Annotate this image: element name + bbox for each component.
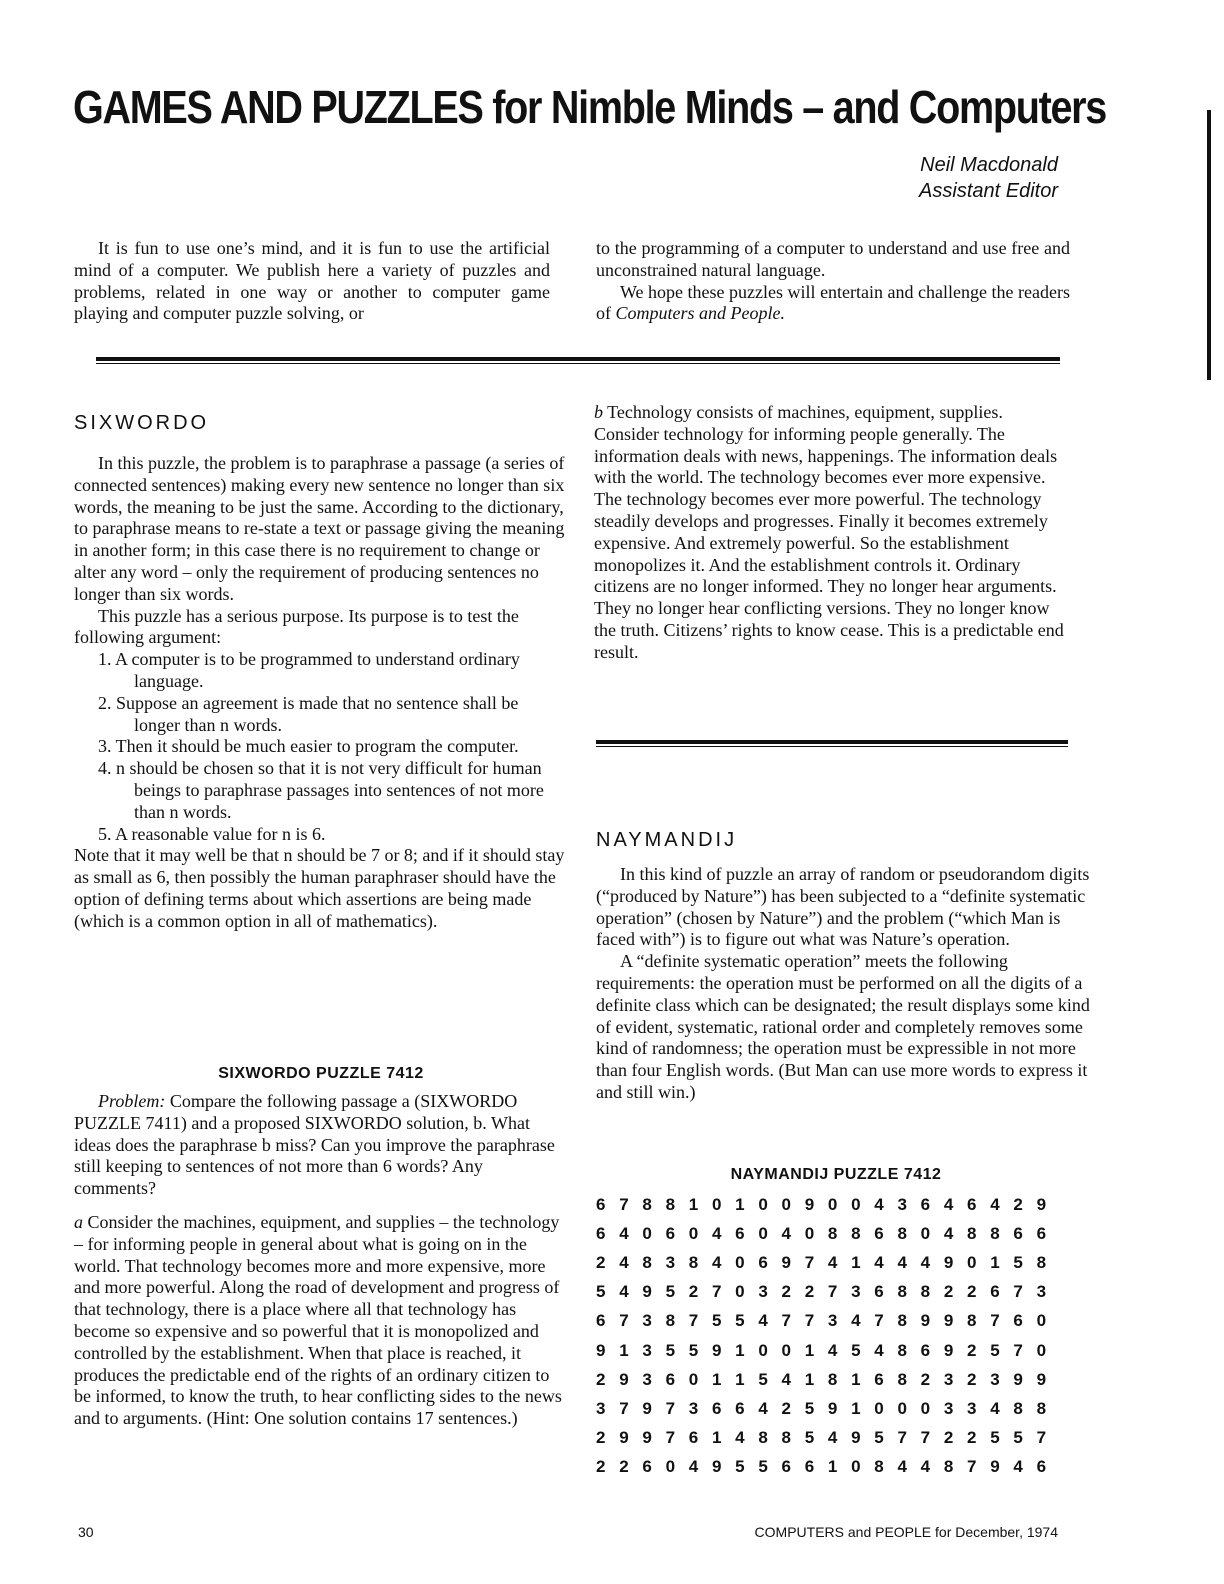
publication-footer: COMPUTERS and PEOPLE for December, 1974 [754, 1524, 1058, 1540]
digit-row [596, 1365, 1060, 1394]
digit-cell: 0 [711, 1194, 722, 1214]
digit-cell: 4 [874, 1252, 884, 1272]
digit-cell: 5 [804, 1398, 815, 1418]
naymandij-paragraph-2: A “definite systematic operation” meets the following requirements: the operation must be performed on all the digits of a definite class which can be designated; the result displays some kind of evident, systematic, rational order and completely removes some kind of randomness; the operation must be expressible in not more than four English words. (But Man can use more words to express it and still win.) [596, 951, 1090, 1102]
digit-cell: 5 [990, 1340, 1000, 1360]
digit-row [596, 1424, 1060, 1453]
digit-cell: 8 [897, 1311, 907, 1331]
digit-cell: 7 [1036, 1428, 1047, 1448]
digit-cell: 5 [665, 1340, 676, 1360]
digit-cell: 2 [943, 1282, 954, 1302]
digit-cell: 4 [920, 1252, 931, 1272]
digit-cell: 3 [688, 1398, 699, 1418]
digit-cell: 2 [804, 1282, 815, 1302]
digit-cell: 8 [897, 1282, 907, 1302]
digit-cell: 3 [642, 1369, 652, 1389]
naymandij-puzzle-section [596, 1166, 1076, 1482]
digit-cell: 4 [990, 1398, 1000, 1418]
intro-left [74, 238, 550, 325]
digit-cell: 9 [1013, 1369, 1023, 1389]
digit-cell: 7 [920, 1428, 931, 1448]
sixwordo-paragraph-2: This puzzle has a serious purpose. Its purpose is to test the following argument: [74, 605, 519, 648]
intro-paragraph-1: It is fun to use one’s mind, and it is fun to use the artificial mind of a computer. We publish here a variety of puzzles and problems, related in one way or another to computer game playing and computer puzzle solving, or [74, 238, 550, 324]
digit-cell: 5 [758, 1369, 768, 1389]
digit-cell: 7 [804, 1311, 815, 1331]
argument-item: 1. A computer is to be programmed to understand ordinary language. [98, 649, 520, 691]
digit-cell: 9 [711, 1457, 722, 1477]
digit-cell: 0 [851, 1194, 861, 1214]
digit-cell: 8 [1036, 1398, 1047, 1418]
digit-cell: 0 [1036, 1340, 1047, 1360]
digit-cell: 0 [804, 1223, 815, 1243]
digit-cell: 5 [804, 1428, 815, 1448]
digit-cell: 9 [1036, 1194, 1047, 1214]
sixwordo-heading: SIXWORDO [74, 412, 210, 434]
digit-cell: 7 [619, 1311, 629, 1331]
digit-cell: 6 [758, 1252, 768, 1272]
digit-grid [596, 1190, 1060, 1482]
digit-cell: 2 [967, 1340, 977, 1360]
digit-cell: 5 [851, 1340, 861, 1360]
argument-item: 4. n should be chosen so that it is not very difficult for human beings to paraphrase passages into sentences of not more than n words. [98, 758, 544, 822]
digit-cell: 8 [781, 1428, 791, 1448]
argument-item: 5. A reasonable value for n is 6. [98, 823, 326, 844]
digit-cell: 6 [874, 1369, 884, 1389]
digit-cell: 9 [804, 1194, 815, 1214]
digit-cell: 6 [1013, 1223, 1023, 1243]
author-role: Assistant Editor [919, 180, 1058, 202]
digit-cell: 4 [943, 1223, 954, 1243]
digit-cell: 0 [735, 1282, 745, 1302]
passage-a-text: Consider the machines, equipment, and supplies – the technology – for informing people in general about what is going on in the world. That technology becomes more and more expensive, more and more powerful. Along the road of development and progress of that technology, there is a place where all that technology has become so expensive and so powerful that it is monopolized and controlled by the establishment. When that place is reached, it produces the predictable end of the rights of an ordinary citizen to be informed, to know the truth, to hear conflicting sides to the news and to arguments. (Hint: One solution contains 17 sentences.) [74, 1211, 562, 1429]
digit-cell: 3 [990, 1369, 1000, 1389]
digit-cell: 0 [920, 1223, 931, 1243]
naymandij-heading: NAYMANDIJ [596, 829, 738, 851]
digit-cell: 5 [1013, 1428, 1023, 1448]
digit-cell: 4 [688, 1457, 699, 1477]
digit-cell: 0 [758, 1223, 768, 1243]
digit-cell: 7 [827, 1282, 838, 1302]
digit-row [596, 1219, 1060, 1248]
digit-cell: 4 [874, 1194, 884, 1214]
digit-cell: 2 [781, 1398, 791, 1418]
digit-row [596, 1278, 1060, 1307]
byline [919, 152, 1058, 204]
digit-cell: 4 [897, 1457, 907, 1477]
digit-cell: 6 [665, 1369, 676, 1389]
digit-cell: 7 [1013, 1282, 1023, 1302]
digit-cell: 7 [990, 1311, 1000, 1331]
digit-cell: 6 [874, 1282, 884, 1302]
digit-cell: 6 [688, 1428, 699, 1448]
digit-cell: 7 [874, 1311, 884, 1331]
digit-cell: 0 [758, 1194, 768, 1214]
digit-cell: 4 [874, 1340, 884, 1360]
argument-item: 2. Suppose an agreement is made that no sentence shall be longer than n words. [98, 692, 519, 735]
digit-cell: 9 [943, 1340, 954, 1360]
digit-cell: 1 [804, 1369, 815, 1389]
passage-a [74, 1212, 568, 1430]
digit-cell: 1 [851, 1252, 861, 1272]
digit-row [596, 1248, 1060, 1277]
digit-cell: 8 [665, 1311, 676, 1331]
digit-cell: 4 [990, 1194, 1000, 1214]
digit-cell: 1 [711, 1369, 722, 1389]
digit-cell: 7 [967, 1457, 977, 1477]
column-divider [596, 740, 1068, 747]
digit-cell: 1 [735, 1340, 745, 1360]
digit-cell: 9 [943, 1252, 954, 1272]
digit-cell: 0 [735, 1252, 745, 1272]
digit-cell: 9 [851, 1428, 861, 1448]
digit-cell: 9 [596, 1340, 606, 1360]
digit-cell: 4 [920, 1457, 931, 1477]
digit-cell: 2 [967, 1428, 977, 1448]
digit-cell: 9 [711, 1340, 722, 1360]
intro-text: We hope these puzzles will entertain and challenge the readers of [596, 281, 1070, 324]
digit-cell: 6 [967, 1194, 977, 1214]
digit-cell: 3 [943, 1369, 954, 1389]
digit-cell: 5 [665, 1282, 676, 1302]
digit-cell: 3 [943, 1398, 954, 1418]
passage-b [594, 402, 1070, 664]
digit-cell: 7 [619, 1398, 629, 1418]
digit-cell: 2 [967, 1282, 977, 1302]
digit-cell: 2 [1013, 1194, 1023, 1214]
section-divider [96, 357, 1060, 364]
digit-cell: 0 [874, 1398, 884, 1418]
digit-cell: 5 [688, 1340, 699, 1360]
digit-cell: 4 [735, 1428, 745, 1448]
digit-cell: 0 [688, 1223, 699, 1243]
sixwordo-paragraph-1: In this puzzle, the problem is to paraphrase a passage (a series of connected sentences) making every new sentence no longer than six words, the meaning to be just the same. According to the dictionary, to paraphrase means to re-state a text or passage giving the meaning in another form; in this case there is no requirement to change or alter any word – only the requirement of producing sentences no longer than six words. [74, 453, 565, 604]
page-title: GAMES AND PUZZLES for Nimble Minds – and Computers [73, 81, 1107, 133]
digit-cell: 3 [827, 1311, 838, 1331]
digit-cell: 4 [758, 1398, 768, 1418]
argument-item: 3. Then it should be much easier to program the computer. [98, 736, 519, 757]
digit-cell: 6 [735, 1398, 745, 1418]
digit-cell: 9 [990, 1457, 1000, 1477]
digit-cell: 2 [596, 1457, 606, 1477]
digit-cell: 4 [711, 1223, 722, 1243]
argument-list [74, 649, 568, 845]
digit-cell: 7 [1013, 1340, 1023, 1360]
digit-cell: 6 [920, 1340, 931, 1360]
digit-cell: 6 [781, 1457, 791, 1477]
author-name: Neil Macdonald [920, 154, 1058, 176]
digit-cell: 3 [897, 1194, 907, 1214]
digit-cell: 0 [781, 1194, 791, 1214]
digit-cell: 8 [990, 1223, 1000, 1243]
digit-cell: 6 [990, 1282, 1000, 1302]
digit-cell: 3 [642, 1340, 652, 1360]
digit-cell: 6 [874, 1223, 884, 1243]
digit-cell: 0 [688, 1369, 699, 1389]
digit-cell: 6 [711, 1398, 722, 1418]
digit-cell: 8 [920, 1282, 931, 1302]
digit-cell: 0 [967, 1252, 977, 1272]
digit-cell: 8 [665, 1194, 676, 1214]
passage-a-label: a [74, 1211, 83, 1232]
digit-cell: 6 [596, 1194, 606, 1214]
digit-row [596, 1190, 1060, 1219]
digit-cell: 2 [596, 1252, 606, 1272]
digit-cell: 8 [943, 1457, 954, 1477]
digit-cell: 4 [827, 1428, 838, 1448]
digit-cell: 5 [735, 1311, 745, 1331]
magazine-name: Computers and People. [615, 303, 785, 324]
digit-cell: 8 [967, 1223, 977, 1243]
problem-text: Compare the following passage a (SIXWORDO PUZZLE 7411) and a proposed SIXWORDO solution, b. What ideas does the paraphrase b miss? Can you improve the paraphrase still keeping to sentences of not more than 6 words? Any comments? [74, 1091, 555, 1199]
sixwordo-puzzle-section [74, 1065, 568, 1430]
digit-cell: 9 [1036, 1369, 1047, 1389]
naymandij-paragraph-1: In this kind of puzzle an array of random or pseudorandom digits (“produced by Nature”) has been subjected to a “definite systematic operation” (chosen by Nature”) and the problem (“which Man is faced with”) is to figure out what was Nature’s operation. [596, 864, 1090, 950]
digit-cell: 2 [943, 1428, 954, 1448]
sixwordo-puzzle-heading: SIXWORDO PUZZLE 7412 [218, 1065, 424, 1082]
digit-cell: 8 [851, 1223, 861, 1243]
digit-cell: 1 [711, 1428, 722, 1448]
digit-cell: 4 [711, 1252, 722, 1272]
digit-cell: 5 [1013, 1252, 1023, 1272]
digit-cell: 7 [619, 1194, 629, 1214]
digit-cell: 5 [596, 1282, 606, 1302]
digit-cell: 9 [619, 1428, 629, 1448]
digit-cell: 4 [619, 1252, 629, 1272]
digit-cell: 0 [642, 1223, 652, 1243]
naymandij-puzzle-heading: NAYMANDIJ PUZZLE 7412 [730, 1166, 942, 1183]
digit-cell: 8 [688, 1252, 699, 1272]
digit-cell: 9 [943, 1311, 954, 1331]
digit-cell: 3 [1036, 1282, 1047, 1302]
intro-paragraph-2: to the programming of a computer to understand and use free and unconstrained natural language. [596, 238, 1070, 280]
digit-cell: 7 [688, 1311, 699, 1331]
digit-cell: 9 [619, 1369, 629, 1389]
digit-cell: 8 [897, 1340, 907, 1360]
digit-cell: 4 [619, 1282, 629, 1302]
digit-cell: 6 [1036, 1223, 1047, 1243]
digit-cell: 8 [897, 1223, 907, 1243]
digit-cell: 7 [665, 1398, 676, 1418]
digit-cell: 7 [781, 1311, 791, 1331]
digit-row [596, 1336, 1060, 1365]
digit-cell: 7 [804, 1252, 815, 1272]
digit-cell: 5 [711, 1311, 722, 1331]
digit-cell: 5 [990, 1428, 1000, 1448]
digit-cell: 1 [851, 1398, 861, 1418]
digit-cell: 9 [642, 1398, 652, 1418]
digit-cell: 6 [596, 1223, 606, 1243]
digit-cell: 2 [967, 1369, 977, 1389]
digit-cell: 3 [665, 1252, 676, 1272]
digit-cell: 8 [874, 1457, 884, 1477]
digit-cell: 4 [1013, 1457, 1023, 1477]
digit-cell: 9 [827, 1398, 838, 1418]
digit-cell: 8 [1036, 1252, 1047, 1272]
sixwordo-section [74, 412, 568, 933]
scan-edge-mark [1207, 110, 1211, 380]
digit-cell: 5 [874, 1428, 884, 1448]
intro-paragraph-3 [596, 282, 1070, 326]
digit-cell: 4 [758, 1311, 768, 1331]
digit-cell: 2 [596, 1428, 606, 1448]
digit-cell: 9 [642, 1428, 652, 1448]
digit-cell: 6 [1013, 1311, 1023, 1331]
digit-cell: 7 [665, 1428, 676, 1448]
digit-cell: 0 [758, 1340, 768, 1360]
digit-cell: 3 [642, 1311, 652, 1331]
digit-cell: 6 [920, 1194, 931, 1214]
digit-cell: 3 [758, 1282, 768, 1302]
digit-cell: 5 [758, 1457, 768, 1477]
digit-cell: 8 [827, 1369, 838, 1389]
digit-cell: 4 [619, 1223, 629, 1243]
passage-b-section [594, 402, 1070, 664]
digit-cell: 4 [781, 1223, 791, 1243]
digit-cell: 9 [920, 1311, 931, 1331]
digit-cell: 4 [827, 1340, 838, 1360]
digit-cell: 7 [897, 1428, 907, 1448]
digit-row [596, 1394, 1060, 1423]
digit-cell: 8 [967, 1311, 977, 1331]
passage-b-label: b [594, 402, 603, 422]
naymandij-section [596, 829, 1092, 1104]
digit-row [596, 1453, 1060, 1482]
digit-cell: 9 [781, 1252, 791, 1272]
digit-cell: 4 [851, 1311, 861, 1331]
digit-cell: 3 [596, 1398, 606, 1418]
digit-cell: 7 [711, 1282, 722, 1302]
sixwordo-note: Note that it may well be that n should be 7 or 8; and if it should stay as small as 6, then possibly the human paraphraser should have the option of defining terms about which assertions are being made (which is a common option in all of mathematics). [74, 845, 565, 931]
digit-cell: 1 [827, 1457, 838, 1477]
digit-cell: 2 [619, 1457, 629, 1477]
digit-cell: 4 [827, 1252, 838, 1272]
digit-cell: 1 [619, 1340, 629, 1360]
digit-cell: 8 [827, 1223, 838, 1243]
digit-cell: 8 [758, 1428, 768, 1448]
digit-cell: 6 [596, 1311, 606, 1331]
digit-cell: 0 [827, 1194, 838, 1214]
digit-cell: 6 [735, 1223, 745, 1243]
digit-cell: 6 [1036, 1457, 1047, 1477]
digit-cell: 8 [642, 1252, 652, 1272]
digit-cell: 0 [781, 1340, 791, 1360]
digit-cell: 5 [735, 1457, 745, 1477]
problem-label: Problem: [98, 1091, 166, 1111]
problem-paragraph [74, 1091, 568, 1200]
digit-cell: 2 [596, 1369, 606, 1389]
digit-cell: 1 [735, 1369, 745, 1389]
digit-row [596, 1307, 1060, 1336]
digit-cell: 1 [851, 1369, 861, 1389]
digit-cell: 0 [920, 1398, 931, 1418]
digit-cell: 0 [665, 1457, 676, 1477]
digit-cell: 1 [688, 1194, 699, 1214]
digit-cell: 6 [642, 1457, 652, 1477]
digit-cell: 2 [781, 1282, 791, 1302]
digit-cell: 9 [642, 1282, 652, 1302]
digit-cell: 6 [665, 1223, 676, 1243]
digit-cell: 4 [781, 1369, 791, 1389]
digit-cell: 3 [967, 1398, 977, 1418]
digit-cell: 0 [851, 1457, 861, 1477]
digit-cell: 1 [735, 1194, 745, 1214]
digit-cell: 0 [897, 1398, 907, 1418]
digit-cell: 1 [990, 1252, 1000, 1272]
digit-cell: 8 [897, 1369, 907, 1389]
digit-cell: 8 [1013, 1398, 1023, 1418]
digit-cell: 4 [897, 1252, 907, 1272]
digit-cell: 2 [920, 1369, 931, 1389]
digit-cell: 8 [642, 1194, 652, 1214]
passage-b-text: Technology consists of machines, equipment, supplies. Consider technology for informing people generally. The information deals with news, happenings. The information deals with the world. The technology becomes ever more expensive. The technology becomes ever more powerful. The technology steadily develops and progresses. Finally it becomes extremely expensive. And extremely powerful. So the establishment monopolizes it. And the establishment controls it. Ordinary citizens are no longer informed. They no longer hear arguments. They no longer hear conflicting versions. They no longer know the truth. Citizens’ rights to know cease. This is a predictable end result. [594, 402, 1064, 662]
intro-right [596, 238, 1070, 325]
digit-cell: 4 [943, 1194, 954, 1214]
digit-cell: 6 [804, 1457, 815, 1477]
digit-cell: 3 [851, 1282, 861, 1302]
digit-cell: 0 [1036, 1311, 1047, 1331]
page-number: 30 [78, 1524, 94, 1540]
digit-cell: 2 [688, 1282, 699, 1302]
digit-cell: 1 [804, 1340, 815, 1360]
